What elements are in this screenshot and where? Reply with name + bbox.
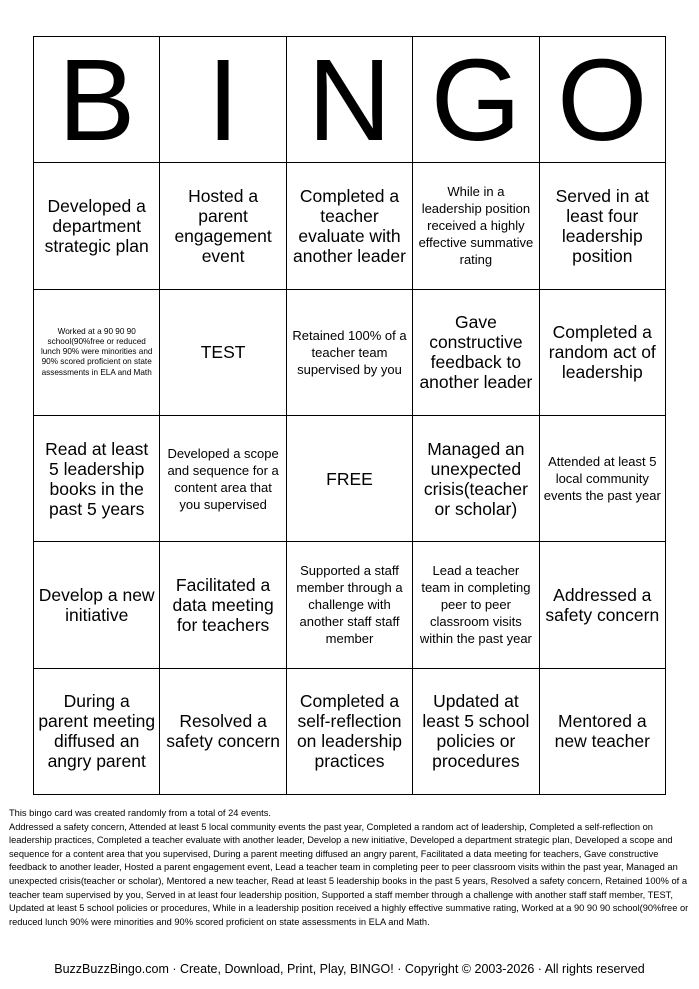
- copyright-line: BuzzBuzzBingo.com · Create, Download, Print, Play, BINGO! · Copyright © 2003-2026 · All rights reserved: [54, 962, 645, 976]
- bingo-cell: Retained 100% of a teacher team supervised by you: [287, 290, 413, 416]
- header-letter-o: O: [540, 37, 666, 163]
- bingo-cell: Facilitated a data meeting for teachers: [160, 542, 286, 668]
- bingo-cell: Gave constructive feedback to another leader: [413, 290, 539, 416]
- bingo-cell: Completed a teacher evaluate with another leader: [287, 163, 413, 289]
- bingo-cell: Completed a self-reflection on leadership practices: [287, 669, 413, 795]
- header-letter-i: I: [160, 37, 286, 163]
- header-letter-n: N: [287, 37, 413, 163]
- header-letter-g: G: [413, 37, 539, 163]
- bingo-cell: Developed a scope and sequence for a content area that you supervised: [160, 416, 286, 542]
- card-footnote: [9, 807, 689, 929]
- bingo-cell: TEST: [160, 290, 286, 416]
- bingo-cell: Mentored a new teacher: [540, 669, 666, 795]
- bingo-cell: Supported a staff member through a challenge with another staff staff member: [287, 542, 413, 668]
- bingo-cell: Managed an unexpected crisis(teacher or scholar): [413, 416, 539, 542]
- footnote-event-list: Addressed a safety concern, Attended at least 5 local community events the past year, Completed a random act of leadership, Completed a self-reflection on leadership practices, Completed a teacher evaluate with another leader, Develop a new initiative, Developed a department strategic plan, Developed a scope and sequence for a content area that you supervised, During a parent meeting diffused an angry parent, Facilitated a data meeting for teachers, Gave constructive feedback to another leader, Hosted a parent engagement event, Lead a teacher team in completing peer to peer classroom visits within the past year, Managed an unexpected crisis(teacher or scholar), Mentored a new teacher, Read at least 5 leadership books in the past 5 years, Resolved a safety concern, Retained 100% of a teacher team supervised by you, Served in at least four leadership position, Supported a staff member through a challenge with another staff staff member, TEST, Updated at least 5 school policies or procedures, While in a leadership position received a highly effective summative rating, Worked at a 90 90 90 school(90%free or reduced lunch 90% were minorities and 90% scored proficient on state assessments in ELA and Math.: [9, 821, 689, 927]
- bingo-cell: Updated at least 5 school policies or procedures: [413, 669, 539, 795]
- bingo-cell: FREE: [287, 416, 413, 542]
- footnote-intro: This bingo card was created randomly from a total of 24 events.: [9, 808, 271, 818]
- bingo-cell: Lead a teacher team in completing peer to peer classroom visits within the past year: [413, 542, 539, 668]
- bingo-cell: During a parent meeting diffused an angry parent: [34, 669, 160, 795]
- bingo-cell: Addressed a safety concern: [540, 542, 666, 668]
- bingo-cell: Attended at least 5 local community events the past year: [540, 416, 666, 542]
- header-letter-b: B: [34, 37, 160, 163]
- bingo-cell: Developed a department strategic plan: [34, 163, 160, 289]
- bingo-cell: Completed a random act of leadership: [540, 290, 666, 416]
- bingo-cell: Resolved a safety concern: [160, 669, 286, 795]
- bingo-cell: Worked at a 90 90 90 school(90%free or reduced lunch 90% were minorities and 90% scored proficient on state assessments in ELA and Math: [34, 290, 160, 416]
- bingo-cell: While in a leadership position received a highly effective summative rating: [413, 163, 539, 289]
- bingo-cell: Read at least 5 leadership books in the past 5 years: [34, 416, 160, 542]
- bingo-card: [33, 36, 666, 795]
- bingo-cell: Hosted a parent engagement event: [160, 163, 286, 289]
- bingo-cell: Develop a new initiative: [34, 542, 160, 668]
- bingo-cell: Served in at least four leadership position: [540, 163, 666, 289]
